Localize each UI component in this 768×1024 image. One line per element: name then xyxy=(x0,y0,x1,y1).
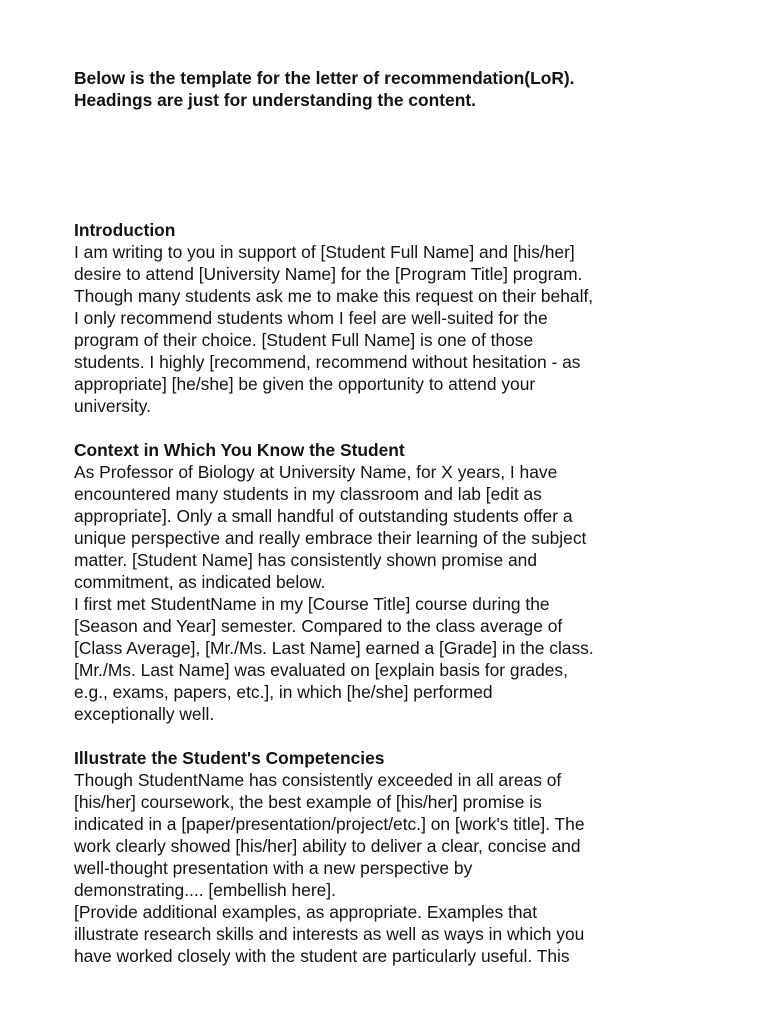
template-note-line-2: Headings are just for understanding the content. xyxy=(74,90,476,110)
section-heading: Context in Which You Know the Student xyxy=(74,440,405,460)
section-competencies xyxy=(74,747,714,967)
template-note-line-1: Below is the template for the letter of recommendation(LoR). xyxy=(74,68,575,88)
paragraph: Though StudentName has consistently exceeded in all areas of [his/her] coursework, the best example of [his/her] promise is indicated in a [paper/presentation/project/etc.] on [work's title]. The work clearly showed [his/her] ability to deliver a clear, concise and well-thought presentation with a new perspective by demonstrating.... [embellish here]. xyxy=(74,770,585,900)
section-heading: Illustrate the Student's Competencies xyxy=(74,748,385,768)
paragraph: I first met StudentName in my [Course Title] course during the [Season and Year] semester. Compared to the class average of [Class Average], [Mr./Ms. Last Name] earned a [Grade] in the class. [Mr./Ms. Last Name] was evaluated on [explain basis for grades, e.g., exams, papers, etc.], in which [he/she] performed exceptionally well. xyxy=(74,594,594,724)
section-heading: Introduction xyxy=(74,220,176,240)
section-introduction xyxy=(74,219,714,417)
paragraph: I am writing to you in support of [Student Full Name] and [his/her] desire to attend [University Name] for the [Program Title] program. Though many students ask me to make this request on their behalf, I only recommend students whom I feel are well-suited for the program of their choice. [Student Full Name] is one of those students. I highly [recommend, recommend without hesitation - as appropriate] [he/she] be given the opportunity to attend your university. xyxy=(74,242,594,416)
section-context xyxy=(74,439,714,725)
spacer xyxy=(74,111,714,219)
paragraph: As Professor of Biology at University Name, for X years, I have encountered many students in my classroom and lab [edit as appropriate]. Only a small handful of outstanding students offer a unique perspective and really embrace their learning of the subject matter. [Student Name] has consistently shown promise and commitment, as indicated below. xyxy=(74,462,587,592)
paragraph: [Provide additional examples, as appropriate. Examples that illustrate research skills and interests as well as ways in which you have worked closely with the student are particularly useful. This xyxy=(74,902,585,966)
document-page xyxy=(74,67,714,989)
